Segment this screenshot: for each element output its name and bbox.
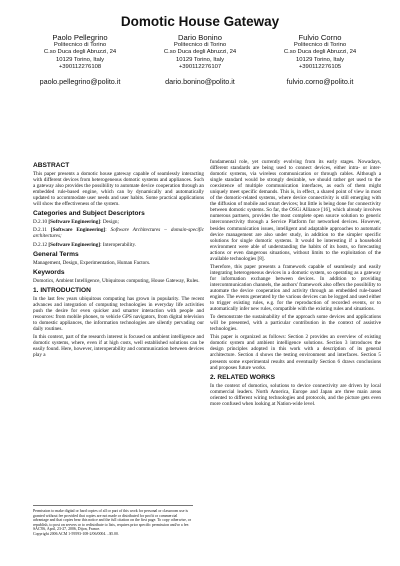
author-affiliation: Politecnico di Torino xyxy=(173,42,227,48)
intro-paragraph: In this context, part of the research interest is focused on ambient intelligence and domotic systems, where, even if at high costs, well established solutions can be easily found. Here, however, interoperability and communication between devices play a xyxy=(33,334,204,359)
paper-title: Domotic House Gateway xyxy=(120,14,280,29)
author-name: Dario Bonino xyxy=(178,33,222,42)
category-item: D.2.11 [Software Engineering]: Software Architectures – domain-specific architectures; xyxy=(33,227,204,240)
author-1 xyxy=(22,33,138,85)
introduction-heading: 1. INTRODUCTION xyxy=(33,286,91,294)
author-phone: +390112276108 xyxy=(58,64,102,71)
author-email: fulvio.corno@polito.it xyxy=(286,76,354,86)
author-email: dario.bonino@polito.it xyxy=(165,76,235,86)
general-terms-text: Management, Design, Experimentation, Human Factors. xyxy=(33,259,151,266)
left-column xyxy=(33,159,204,360)
author-address: C.so Duca degli Abruzzi, 24 xyxy=(163,49,237,56)
author-affiliation: Politecnico di Torino xyxy=(293,42,347,48)
body-paragraph: Therefore, this paper presents a framework capable of seamlessly and easily integrating heterogeneous devices in a domotic system, so operating as a gateway for information exchange between devices. In addition to providing intercommunication channels, the authors' framework also offers the possibility to automate the device cooperation and activity through an embedded rule-based engine. The events generated by the various devices can be logged and used either to trigger existing rules, e.g. for the reproduction of recorded events, or to automatically infer new rules, compatible with the existing rules and situations. xyxy=(210,263,381,313)
category-code: D.2.12 xyxy=(33,241,48,248)
category-desc: Interoperability. xyxy=(102,241,137,248)
author-3 xyxy=(262,33,378,85)
general-terms-heading: General Terms xyxy=(33,250,79,258)
category-item: D.2.10 [Software Engineering]: Design; xyxy=(33,219,119,226)
intro-paragraph: In the last few years ubiquitous computing has grown in popularity. The recent advances and integration of computing technologies in everyday life activities push the desire for even quicker and smarter interaction with people and resources: from mobile phones, to vehicle GPS navigators, from digital television to domestic appliances, the information technologies are silently pervading our daily routines. xyxy=(33,295,204,333)
permission-footnote xyxy=(33,505,193,537)
abstract-heading: ABSTRACT xyxy=(33,162,70,169)
related-works-text: In the context of domotics, solutions to device connectivity are driven by local commercial leaders. North America, Europe and Japan are three main areas oriented to different wiring technologies and protocols, and the picture gets even more confused when looking at Nation-wide level. xyxy=(210,382,381,407)
category-code: D.2.10 xyxy=(33,219,48,226)
author-email: paolo.pellegrino@polito.it xyxy=(39,76,121,86)
category-label: [Software Engineering] xyxy=(50,227,106,234)
right-column xyxy=(210,159,381,409)
keywords-heading: Keywords xyxy=(33,268,65,276)
categories-heading: Categories and Subject Descriptors xyxy=(33,210,145,218)
category-desc: Software Architectures – domain-specific architectures; xyxy=(33,227,204,240)
category-item: D.2.12 [Software Engineering]: Interoperability. xyxy=(33,241,137,248)
author-2 xyxy=(142,33,258,85)
category-label: [Software Engineering] xyxy=(48,241,101,248)
author-name: Paolo Pellegrino xyxy=(52,33,108,42)
author-affiliation: Politecnico di Torino xyxy=(53,42,107,48)
abstract-text: This paper presents a domotic house gateway capable of seamlessly interacting with different devices from heterogeneous domotic systems and appliances. Such a gateway also provides the possibility to automate device cooperation through an embedded rule-based engine, which can by dynamically and automatically updated to accommodate user needs and user habits. Some practical applications will show the effectiveness of the system. xyxy=(33,171,204,208)
author-block xyxy=(22,33,378,85)
category-label: [Software Engineering] xyxy=(48,219,101,226)
copyright-line: Copyright 2006 ACM 1-59593-108-2/06/0004…$5.00. xyxy=(33,531,119,536)
author-name: Fulvio Corno xyxy=(298,33,342,42)
body-paragraph: fundamental role, yet currently evolving from its early stages. Nowadays, different standards are being used to connect devices, either intra- or inter-domotic systems, via wireless communication or through cables. Although a single standard would be strongly desirable, we should rather get used to the coexistence of multiple communication interfaces, as each of them might uniquely meet specific demands. This is, in effect, a shared point of view in most of the domotic-related systems, where device connectivity is still emerging with the diffusion of mobile and smart devices; but little is being done for connectivity between domotic systems. So far, the OSGi Alliance [16], which already involves numerous partners, provides the most complete open source solution to generic interconnectivity through a Service Platform for networked devices. However, besides communication issues, intelligent and adaptable approaches to automatic device management are also under study, in addition to the simpler specific solutions for single domotic systems. It would be interesting if a household environment were able of understanding the habits of its hosts, so forecasting actions or even dangerous situations, without limits to the exploitation of the available technologies [8]. xyxy=(210,159,381,262)
author-city: 10129 Torino, Italy xyxy=(55,56,105,63)
conference-line: SAC'06, April, 23-27, 2006, Dijon, France. xyxy=(33,527,101,532)
author-city: 10129 Torino, Italy xyxy=(175,56,225,63)
category-code: D.2.11 xyxy=(33,227,47,234)
body-paragraph: This paper is organized as follows: Section 2 provides an overview of existing domotic system and ambient intelligence solutions. Section 3 introduces the design principles adopted in this work with a description of its general architecture. Section 4 shows the testing environment and interfaces. Section 5 presents some experimental results and eventually Section 6 draws conclusions and proposes future works. xyxy=(210,334,381,371)
keywords-text: Domotics, Ambient Intelligence, Ubiquitous computing, House Gateway, Rules. xyxy=(33,277,200,284)
author-phone: +390112276105 xyxy=(298,64,342,71)
author-city: 10129 Torino, Italy xyxy=(295,56,345,63)
author-address: C.so Duca degli Abruzzi, 24 xyxy=(43,49,117,56)
author-phone: +390112276107 xyxy=(178,64,222,71)
body-paragraph: To demonstrate the sustainability of the approach some devices and applications will be presented, with a particular contribution in the context of assistive technologies. xyxy=(210,314,381,333)
author-address: C.so Duca degli Abruzzi, 24 xyxy=(283,49,357,56)
related-works-heading: 2. RELATED WORKS xyxy=(210,373,276,381)
permission-text: Permission to make digital or hard copies of all or part of this work for personal or classroom use is granted without fee provided that copies are not made or distributed for profit or commercial advantage and that copies bear this notice and the full citation on the first page. To copy otherwise, or republish, to post on servers or to redistribute to lists, requires prior specific permission and/or a fee. xyxy=(33,509,192,527)
category-desc: Design; xyxy=(102,219,119,226)
